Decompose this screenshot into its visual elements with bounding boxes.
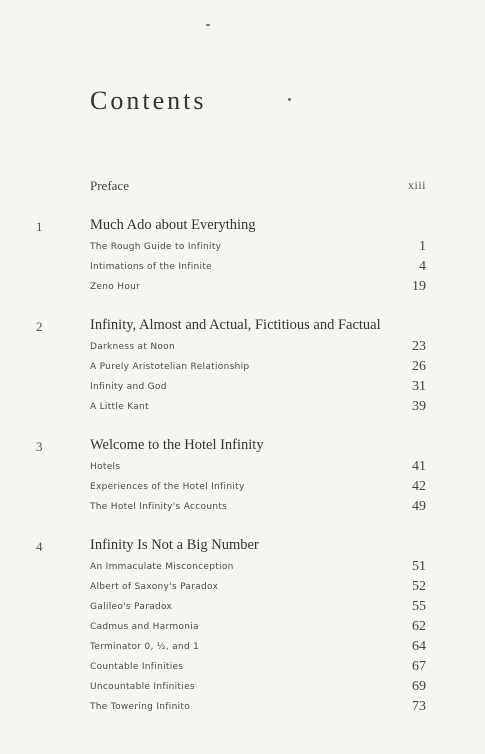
entry-page-number: 62 <box>412 619 426 634</box>
part-number: 2 <box>36 319 43 334</box>
entry-label: Experiences of the Hotel Infinity <box>90 482 245 492</box>
toc-entry[interactable] <box>90 459 426 477</box>
entry-page-number: 19 <box>412 279 426 294</box>
part-title[interactable]: Welcome to the Hotel Infinity <box>90 437 264 453</box>
entry-label: Countable Infinities <box>90 662 184 672</box>
toc-entry[interactable] <box>90 279 426 297</box>
entry-page-number: 23 <box>412 339 426 354</box>
toc-entry[interactable] <box>90 699 426 717</box>
toc-entry[interactable] <box>90 659 426 677</box>
entry-page-number: 41 <box>412 459 426 474</box>
toc-entry[interactable] <box>90 339 426 357</box>
toc-entry[interactable] <box>90 619 426 637</box>
entry-label: Intimations of the Infinite <box>90 262 213 272</box>
entry-label: Infinity and God <box>90 382 167 392</box>
ink-speck-mark <box>288 98 291 101</box>
entry-label: Darkness at Noon <box>90 342 175 352</box>
entry-page-number: 49 <box>412 499 426 514</box>
entry-label: An Immaculate Misconception <box>90 562 234 572</box>
preface-page-number: xiii <box>407 178 426 192</box>
toc-entry[interactable] <box>90 579 426 597</box>
part-title[interactable]: Infinity, Almost and Actual, Fictitious and Factual <box>90 317 381 333</box>
entry-page-number: 42 <box>412 479 426 494</box>
toc-entry[interactable] <box>90 499 426 517</box>
part-number: 1 <box>36 219 43 234</box>
toc-entry[interactable] <box>90 679 426 697</box>
entry-page-number: 64 <box>412 639 426 654</box>
entry-label: A Little Kant <box>90 402 149 412</box>
entry-label: The Rough Guide to Infinity <box>90 242 222 252</box>
entry-label: Zeno Hour <box>90 282 141 292</box>
entry-label: Hotels <box>90 462 121 472</box>
entry-label: Cadmus and Harmonia <box>90 622 199 632</box>
entry-page-number: 69 <box>412 679 426 694</box>
part-number: 4 <box>36 539 43 554</box>
entry-label: The Towering Infinito <box>90 702 191 712</box>
entry-page-number: 31 <box>412 379 426 394</box>
toc-entry[interactable] <box>90 399 426 417</box>
entry-label: Uncountable Infinities <box>90 682 195 692</box>
part-number: 3 <box>36 439 43 454</box>
toc-entry[interactable] <box>90 479 426 497</box>
entry-label: A Purely Aristotelian Relationship <box>90 362 250 372</box>
page-title: Contents <box>90 86 207 115</box>
entry-page-number: 51 <box>412 559 426 574</box>
part-title[interactable]: Infinity Is Not a Big Number <box>90 537 259 553</box>
ink-speck-mark <box>206 24 210 26</box>
entry-label: Albert of Saxony's Paradox <box>90 582 219 592</box>
toc-entry[interactable] <box>90 379 426 397</box>
entry-page-number: 4 <box>419 259 426 274</box>
toc-entry[interactable] <box>90 639 426 657</box>
entry-label: The Hotel Infinity's Accounts <box>90 502 228 512</box>
entry-page-number: 39 <box>412 399 426 414</box>
entry-page-number: 1 <box>419 239 426 254</box>
entry-page-number: 67 <box>412 659 426 674</box>
toc-entry[interactable] <box>90 559 426 577</box>
toc-entry[interactable] <box>90 359 426 377</box>
entry-label: Galileo's Paradox <box>90 602 173 612</box>
toc-entry[interactable] <box>90 259 426 277</box>
entry-page-number: 26 <box>412 359 426 374</box>
part-title[interactable]: Much Ado about Everything <box>90 217 256 233</box>
preface-label: Preface <box>90 178 129 193</box>
entry-label: Terminator 0, ½, and 1 <box>90 642 200 652</box>
toc-entry[interactable] <box>90 599 426 617</box>
entry-page-number: 55 <box>412 599 426 614</box>
entry-page-number: 73 <box>412 699 426 714</box>
preface-entry[interactable] <box>90 178 426 196</box>
toc-entry[interactable] <box>90 239 426 257</box>
entry-page-number: 52 <box>412 579 426 594</box>
